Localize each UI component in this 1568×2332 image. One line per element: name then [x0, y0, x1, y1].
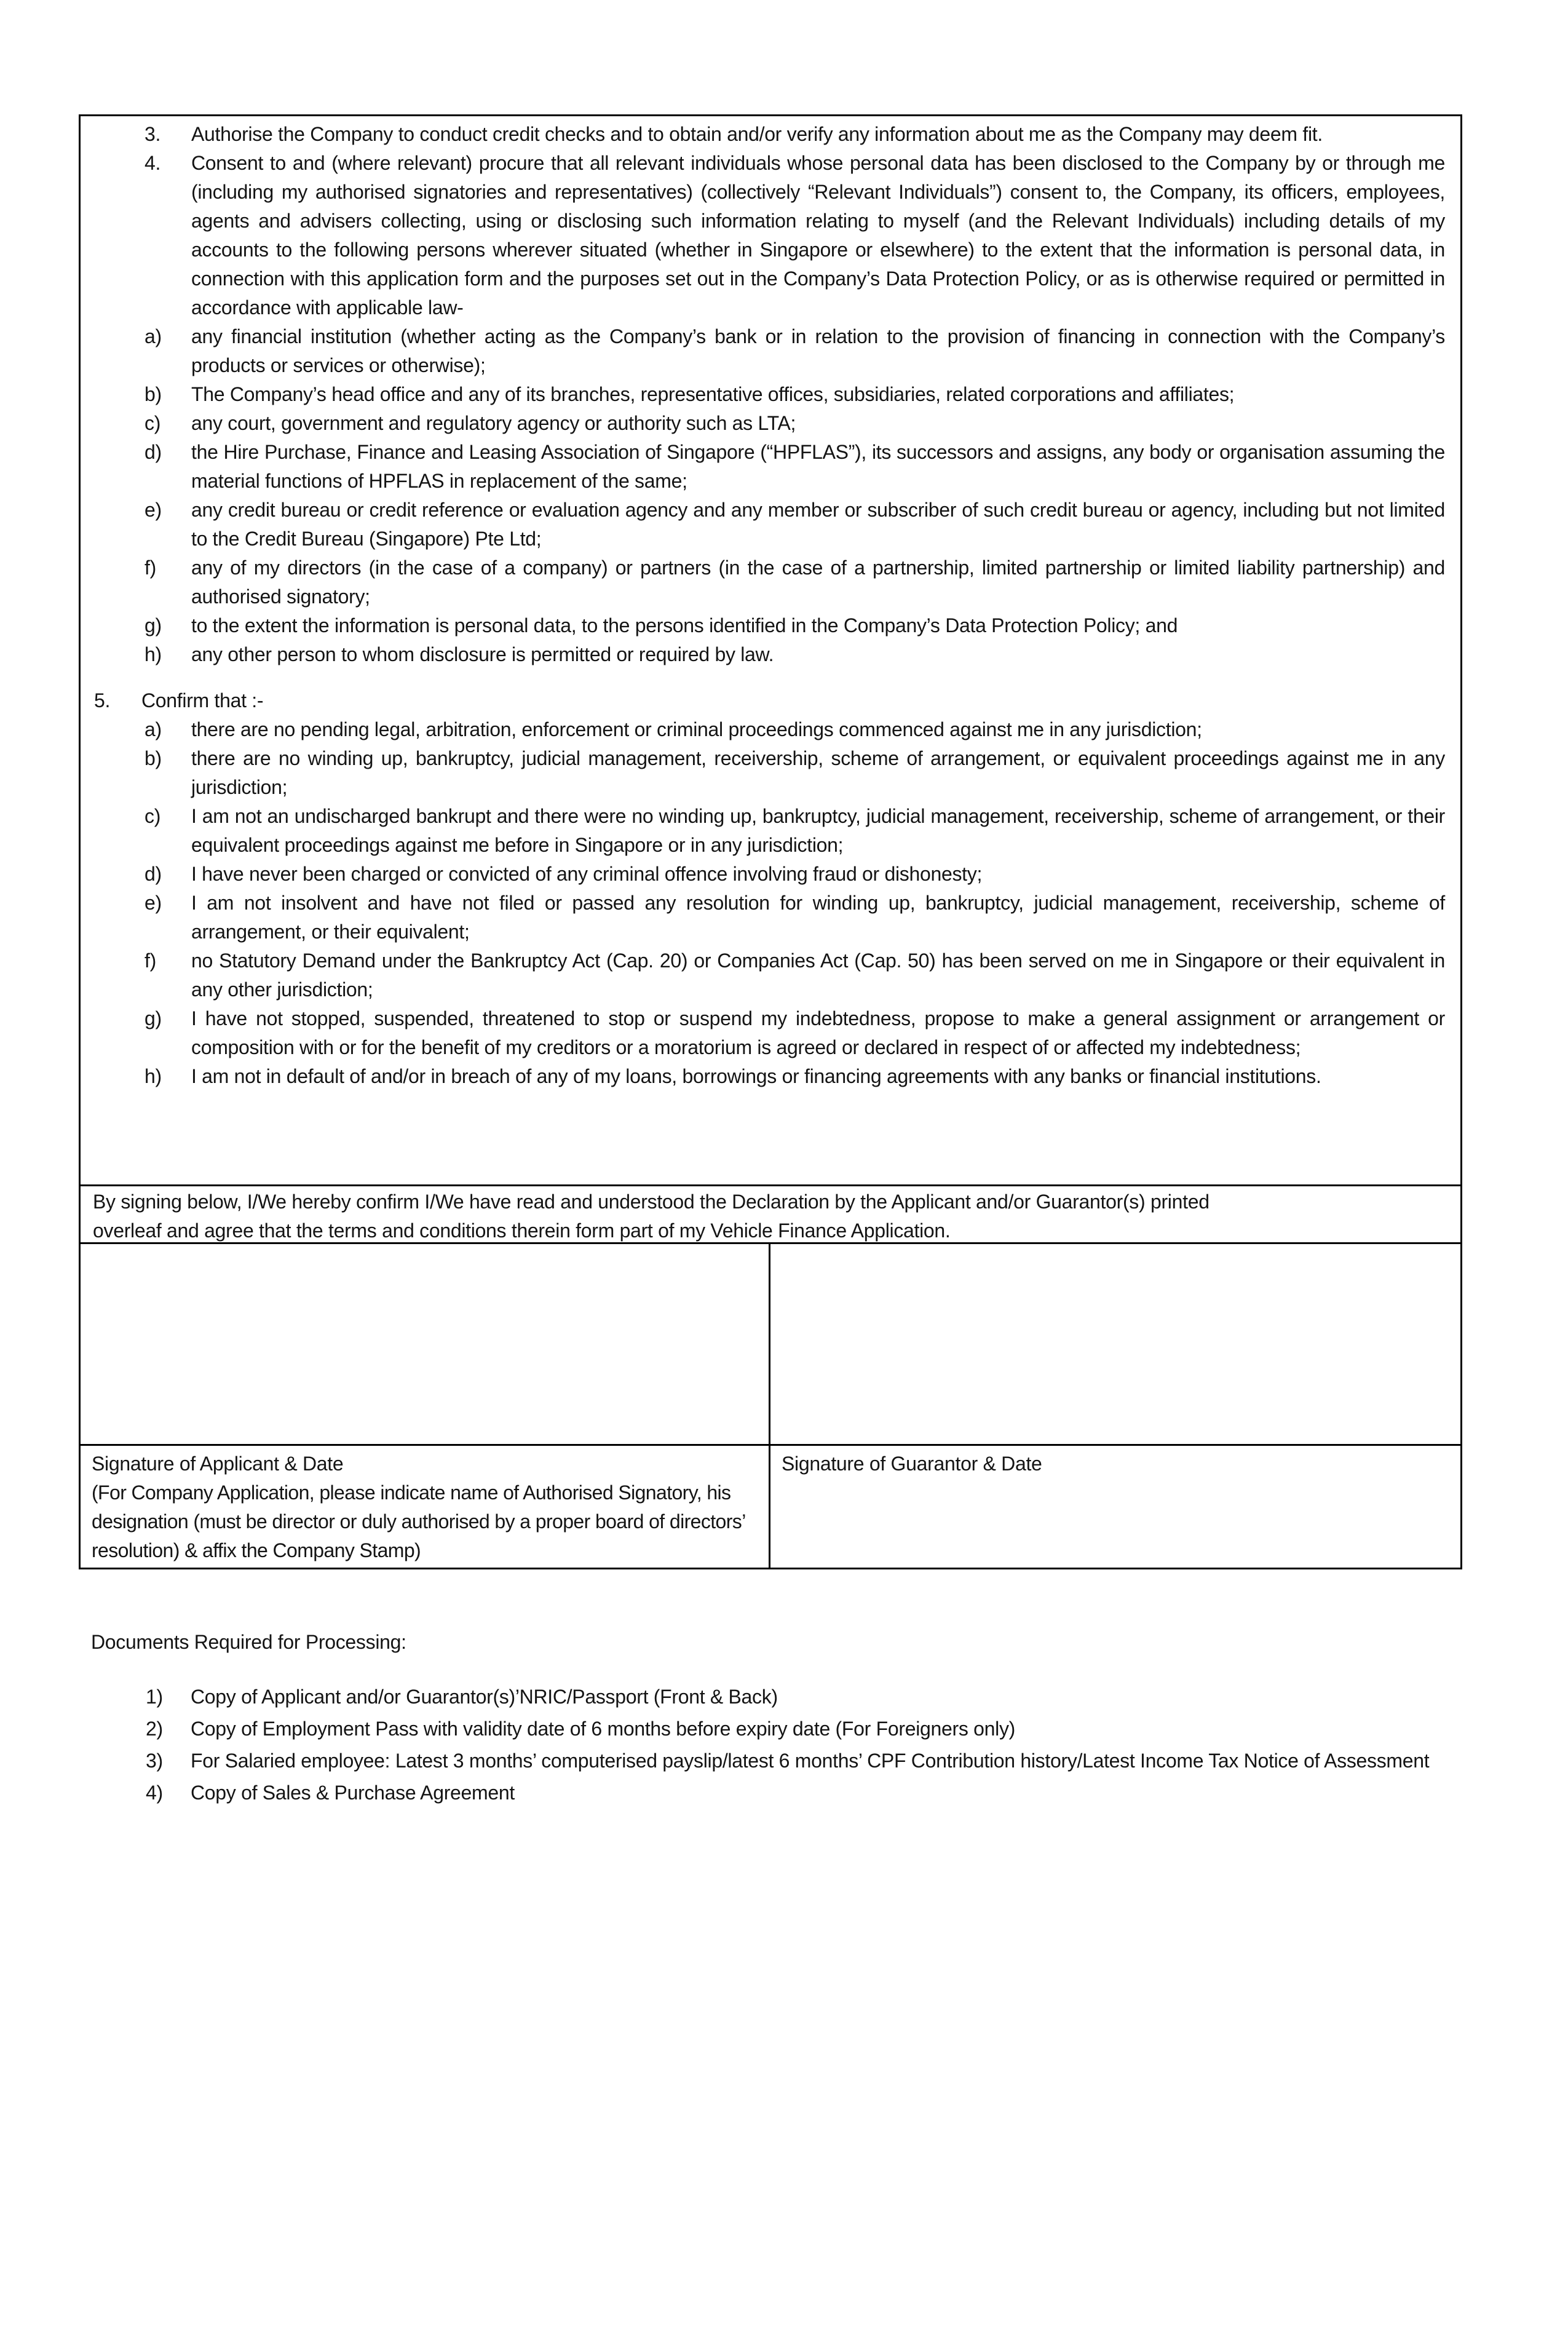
sub-letter: g) — [145, 1007, 162, 1029]
item-5-sub-h — [94, 1062, 1445, 1091]
sub-letter: c) — [145, 805, 161, 827]
applicant-signature-label: Signature of Applicant & Date — [92, 1453, 344, 1475]
documents-list — [91, 1683, 1462, 1807]
item-5-sub-d — [94, 860, 1445, 889]
signature-table — [79, 1242, 1462, 1569]
sub-letter: f) — [145, 557, 156, 579]
indent-spacer — [94, 120, 145, 149]
sub-text: I am not in default of and/or in breach of any of my loans, borrowings or financing agreements with any banks or financial institutions. — [191, 1065, 1321, 1087]
sub-text: I have not stopped, suspended, threatened to stop or suspend my indebtedness, propose to make a general assignment or arrangement or composition with or for the benefit of my creditors or a moratorium is agreed or declared in respect of or affected my indebtedness; — [191, 1007, 1445, 1058]
item-3-number: 3. — [145, 123, 161, 145]
sub-letter: a) — [145, 718, 162, 740]
item-5-sub-b — [94, 744, 1445, 802]
indent-spacer — [94, 1004, 145, 1062]
item-4-sub-e — [94, 496, 1445, 553]
doc-item-text: For Salaried employee: Latest 3 months’ computerised payslip/latest 6 months’ CPF Contribution history/Latest Income Tax Notice of Assessment — [191, 1750, 1430, 1772]
guarantor-signature-label: Signature of Guarantor & Date — [782, 1453, 1042, 1475]
sub-letter: g) — [145, 614, 162, 637]
doc-item-number: 2) — [146, 1718, 163, 1740]
sub-letter: h) — [145, 1065, 162, 1087]
item-4-sub-c — [94, 409, 1445, 438]
applicant-label-cell — [81, 1446, 770, 1568]
item-5-sub-e — [94, 889, 1445, 946]
sub-letter: b) — [145, 383, 162, 405]
confirmation-line-1: By signing below, I/We hereby confirm I/We have read and understood the Declaration by the Applicant and/or Guarantor(s) printed — [93, 1191, 1210, 1213]
indent-spacer — [94, 611, 145, 640]
item-5-sub-c — [94, 802, 1445, 860]
doc-item-number: 3) — [146, 1750, 163, 1772]
declaration-box — [79, 114, 1462, 1186]
document-page — [0, 114, 1568, 1807]
sub-letter: e) — [145, 499, 162, 521]
indent-spacer — [94, 322, 145, 380]
sub-text: I have never been charged or convicted of any criminal offence involving fraud or dishonesty; — [191, 863, 983, 885]
item-5-text: Confirm that :- — [141, 689, 264, 712]
document-item-3 — [91, 1747, 1462, 1775]
indent-spacer — [94, 409, 145, 438]
doc-item-text: Copy of Employment Pass with validity date of 6 months before expiry date (For Foreigners only) — [191, 1718, 1016, 1740]
declaration-item-3 — [94, 120, 1445, 149]
indent-spacer — [94, 553, 145, 611]
declaration-item-5 — [94, 686, 1445, 715]
sub-text: the Hire Purchase, Finance and Leasing Association of Singapore (“HPFLAS”), its successors and assigns, any body or organisation assuming the material functions of HPFLAS in replacement of the same; — [191, 441, 1445, 492]
confirmation-box — [79, 1184, 1462, 1244]
item-4-sub-b — [94, 380, 1445, 409]
sub-letter: b) — [145, 747, 162, 769]
indent-spacer — [94, 438, 145, 496]
applicant-signature-note: (For Company Application, please indicate name of Authorised Signatory, his designation (must be director or duly authorised by a proper board of directors’ resolution) & affix the Company Stamp) — [92, 1481, 745, 1561]
sub-letter: e) — [145, 892, 162, 914]
sub-text: any credit bureau or credit reference or evaluation agency and any member or subscriber of such credit bureau or agency, including but not limited to the Credit Bureau (Singapore) Pte Ltd; — [191, 499, 1445, 550]
indent-spacer — [94, 860, 145, 889]
sub-text: any financial institution (whether acting as the Company’s bank or in relation to the provision of financing in connection with the Company’s products or services or otherwise); — [191, 325, 1445, 376]
item-4-sub-g — [94, 611, 1445, 640]
item-4-sub-f — [94, 553, 1445, 611]
indent-spacer — [94, 889, 145, 946]
documents-heading: Documents Required for Processing: — [91, 1631, 406, 1653]
item-4-sub-a — [94, 322, 1445, 380]
sub-text: I am not an undischarged bankrupt and there were no winding up, bankruptcy, judicial management, receivership, scheme of arrangement, or their equivalent proceedings against me before in Singapore or in any jurisdiction; — [191, 805, 1445, 856]
indent-spacer — [94, 640, 145, 669]
doc-item-text: Copy of Sales & Purchase Agreement — [191, 1782, 515, 1804]
sub-text: any other person to whom disclosure is permitted or required by law. — [191, 643, 774, 665]
sub-text: any court, government and regulatory agency or authority such as LTA; — [191, 412, 796, 434]
declaration-item-4 — [94, 149, 1445, 322]
sub-letter: d) — [145, 863, 162, 885]
sub-text: The Company’s head office and any of its branches, representative offices, subsidiaries, related corporations and affiliates; — [191, 383, 1235, 405]
indent-spacer — [91, 1683, 146, 1711]
indent-spacer — [91, 1715, 146, 1743]
guarantor-signature-area — [770, 1244, 1460, 1446]
doc-item-number: 4) — [146, 1782, 163, 1804]
indent-spacer — [94, 802, 145, 860]
item-4-sub-d — [94, 438, 1445, 496]
indent-spacer — [91, 1747, 146, 1775]
indent-spacer — [94, 946, 145, 1004]
sub-text: there are no pending legal, arbitration, enforcement or criminal proceedings commenced against me in any jurisdiction; — [191, 718, 1202, 740]
document-item-2 — [91, 1715, 1462, 1743]
sub-text: any of my directors (in the case of a company) or partners (in the case of a partnership, limited partnership or limited liability partnership) and authorised signatory; — [191, 557, 1445, 608]
sub-letter: f) — [145, 950, 156, 972]
confirmation-line-2: overleaf and agree that the terms and conditions therein form part of my Vehicle Finance Application. — [93, 1220, 951, 1242]
item-4-text: Consent to and (where relevant) procure that all relevant individuals whose personal data has been disclosed to the Company by or through me (including my authorised signatories and representatives) (collectively “Relevant Individuals”) consent to, the Company, its officers, employees, agents and advisers collecting, using or disclosing such information relating to myself (and the Relevant Individuals) including details of my accounts to the following persons wherever situated (whether in Singapore or elsewhere) to the extent that the information is personal data, in connection with this application form and the purposes set out in the Company’s Data Protection Policy, or as is otherwise required or permitted in accordance with applicable law- — [191, 152, 1445, 319]
item-5-number: 5. — [94, 689, 111, 712]
indent-spacer — [94, 715, 145, 744]
sub-letter: c) — [145, 412, 161, 434]
indent-spacer — [91, 1779, 146, 1807]
indent-spacer — [94, 1062, 145, 1091]
document-item-1 — [91, 1683, 1462, 1711]
guarantor-label-cell — [770, 1446, 1460, 1568]
item-5-sub-g — [94, 1004, 1445, 1062]
sub-text: to the extent the information is personal data, to the persons identified in the Company’s Data Protection Policy; and — [191, 614, 1178, 637]
item-5-sub-f — [94, 946, 1445, 1004]
indent-spacer — [94, 149, 145, 322]
sub-text: I am not insolvent and have not filed or passed any resolution for winding up, bankruptcy, judicial management, receivership, scheme of arrangement, or their equivalent; — [191, 892, 1445, 943]
indent-spacer — [94, 744, 145, 802]
doc-item-number: 1) — [146, 1686, 163, 1708]
document-item-4 — [91, 1779, 1462, 1807]
item-3-text: Authorise the Company to conduct credit checks and to obtain and/or verify any information about me as the Company may deem fit. — [191, 123, 1323, 145]
sub-text: there are no winding up, bankruptcy, judicial management, receivership, scheme of arrangement, or equivalent proceedings against me in any jurisdiction; — [191, 747, 1445, 798]
indent-spacer — [94, 380, 145, 409]
sub-text: no Statutory Demand under the Bankruptcy Act (Cap. 20) or Companies Act (Cap. 50) has been served on me in Singapore or their equivalent in any other jurisdiction; — [191, 950, 1445, 1001]
item-4-sub-h — [94, 640, 1445, 669]
item-5-sub-a — [94, 715, 1445, 744]
sub-letter: a) — [145, 325, 162, 347]
indent-spacer — [94, 496, 145, 553]
doc-item-text: Copy of Applicant and/or Guarantor(s)’NRIC/Passport (Front & Back) — [191, 1686, 778, 1708]
sub-letter: d) — [145, 441, 162, 463]
item-4-number: 4. — [145, 152, 161, 174]
sub-letter: h) — [145, 643, 162, 665]
applicant-signature-area — [81, 1244, 770, 1446]
